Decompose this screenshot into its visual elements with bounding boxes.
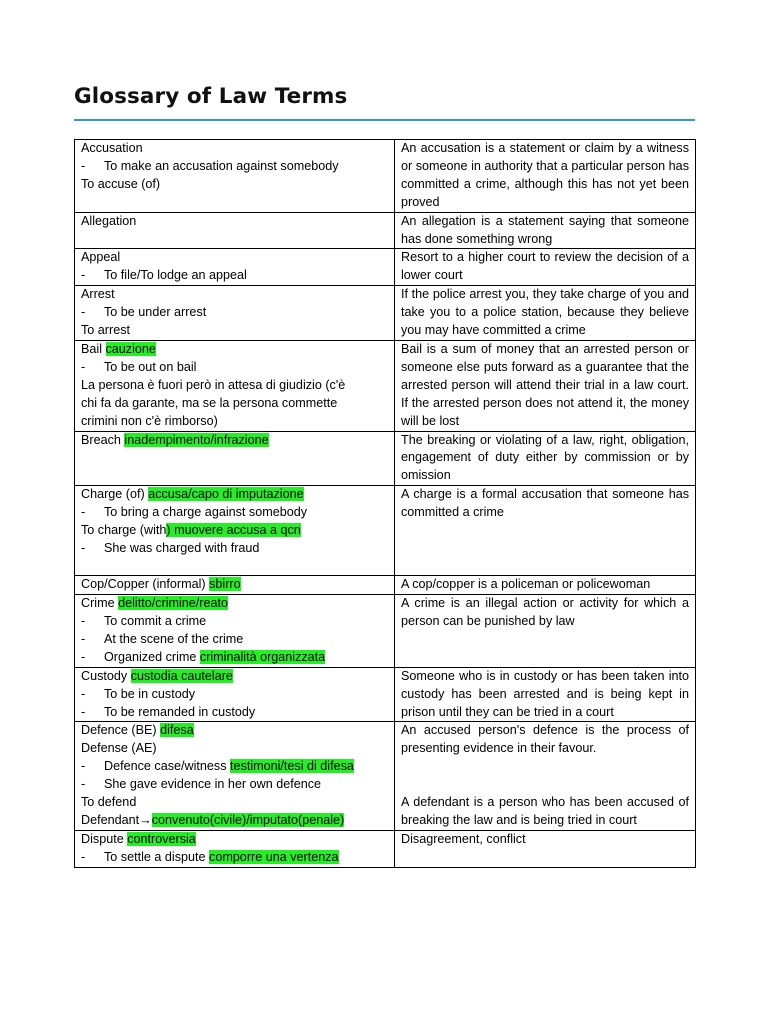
term-label [81, 722, 388, 740]
usage-item: - To make an accusation against somebody [81, 158, 388, 176]
definition-spacer [401, 776, 689, 794]
usage-item: - She gave evidence in her own defence [81, 776, 388, 794]
usage-item: - To be remanded in custody [81, 704, 388, 722]
term-label [81, 486, 388, 504]
translation-highlight: sbirro [209, 577, 241, 592]
table-row [75, 486, 696, 576]
usage-line [81, 522, 388, 540]
usage-line [81, 812, 388, 830]
term-text: Crime [81, 596, 115, 611]
note-line: crimini non c'è rimborso) [81, 413, 218, 428]
usage-item [81, 649, 388, 667]
usage-item: - She was charged with fraud [81, 540, 388, 558]
definition-cell: A charge is a formal accusation that someone has committed a crime [395, 486, 696, 576]
table-row [75, 212, 696, 249]
glossary-table [74, 139, 696, 868]
table-row [75, 595, 696, 668]
term-cell [75, 830, 395, 867]
term-cell [75, 722, 395, 830]
definition-cell: Bail is a sum of money that an arrested person or someone else puts forward as a guarantee that the arrested person will attend their trial in a law court. If the arrested person does not attend it, the money will be lost [395, 340, 696, 431]
usage-text: To charge (with [81, 523, 167, 538]
translation-highlight: controversia [127, 831, 196, 846]
term-cell [75, 431, 395, 486]
usage-item: - To file/To lodge an appeal [81, 267, 388, 285]
usage-line: To arrest [81, 323, 130, 338]
term-label [81, 341, 388, 359]
definition-cell: Disagreement, conflict [395, 830, 696, 867]
term-cell [75, 486, 395, 576]
translation-highlight: delitto/crimine/reato [118, 596, 228, 611]
translation-highlight: criminalità organizzata [199, 649, 326, 664]
table-row [75, 722, 696, 830]
table-row [75, 140, 696, 213]
definition-spacer [401, 758, 689, 776]
table-row [75, 576, 696, 595]
term-text: Dispute [81, 831, 124, 846]
note-line: chi fa da garante, ma se la persona commette [81, 395, 338, 410]
note-line: La persona è fuori però in attesa di giudizio (c'è [81, 377, 346, 392]
usage-item: - At the scene of the crime [81, 631, 388, 649]
definition-cell: Resort to a higher court to review the decision of a lower court [395, 249, 696, 286]
usage-item: - To be out on bail [81, 359, 388, 377]
definition-cell: The breaking or violating of a law, right, obligation, engagement of duty either by commission or by omission [395, 431, 696, 486]
term-label [81, 831, 388, 849]
translation-highlight: ) muovere accusa a qcn [166, 523, 301, 538]
table-row [75, 431, 696, 486]
term-text: Breach [81, 432, 121, 447]
term-label [81, 576, 388, 594]
usage-text: To settle a dispute [104, 849, 206, 864]
table-row [75, 340, 696, 431]
definition-text: A defendant is a person who has been accused of breaking the law and is being tried in court [401, 795, 689, 827]
translation-highlight: comporre una vertenza [209, 849, 339, 864]
arrow-right-icon: → [139, 813, 152, 827]
term-text: Charge (of) [81, 487, 145, 502]
table-row [75, 249, 696, 286]
usage-text: Defendant [81, 813, 140, 827]
translation-highlight: custodia cautelare [130, 668, 233, 683]
usage-line: To defend [81, 795, 137, 810]
table-row [75, 667, 696, 722]
term-cell [75, 595, 395, 668]
usage-item: - To commit a crime [81, 613, 388, 631]
term-label: Accusation [81, 141, 143, 155]
term-cell [75, 140, 395, 213]
definition-text: An accused person's defence is the process of presenting evidence in their favour. [401, 723, 689, 756]
term-cell [75, 249, 395, 286]
usage-text: Defence case/witness [104, 759, 227, 774]
usage-item [81, 758, 388, 776]
translation-highlight: accusa/capo di imputazione [148, 487, 304, 502]
usage-item [81, 849, 388, 867]
definition-cell: An allegation is a statement saying that someone has done something wrong [395, 212, 696, 249]
definition-cell [395, 722, 696, 830]
translation-highlight: convenuto(civile)/imputato(penale) [151, 813, 345, 827]
translation-highlight: inadempimento/infrazione [124, 432, 269, 447]
term-label [81, 432, 388, 450]
table-row [75, 286, 696, 341]
term-text: Cop/Copper (informal) [81, 577, 206, 592]
term-text: Defence (BE) [81, 723, 157, 738]
page-title: Glossary of Law Terms [74, 84, 348, 109]
usage-item: - To be under arrest [81, 304, 388, 322]
title-underline [74, 119, 695, 121]
term-cell [75, 286, 395, 341]
term-label: Allegation [81, 213, 137, 228]
usage-text: Organized crime [104, 649, 197, 664]
definition-cell: A crime is an illegal action or activity for which a person can be punished by law [395, 595, 696, 668]
term-label [81, 668, 388, 686]
term-cell [75, 576, 395, 595]
term-label [81, 595, 388, 613]
usage-item: - To be in custody [81, 686, 388, 704]
definition-cell: A cop/copper is a policeman or policewoman [395, 576, 696, 595]
translation-highlight: difesa [160, 723, 194, 738]
term-text: Custody [81, 668, 128, 683]
usage-line: To accuse (of) [81, 176, 161, 191]
term-label: Appeal [81, 250, 121, 265]
usage-item: - To bring a charge against somebody [81, 504, 388, 522]
term-cell [75, 667, 395, 722]
definition-cell: An accusation is a statement or claim by a witness or someone in authority that a particular person has committed a crime, although this has not yet been proved [395, 140, 696, 213]
translation-highlight: cauzione [105, 341, 156, 356]
definition-cell: If the police arrest you, they take charge of you and take you to a police station, because they believe you may have committed a crime [395, 286, 696, 341]
translation-highlight: testimoni/tesi di difesa [230, 759, 354, 774]
term-cell [75, 340, 395, 431]
definition-cell: Someone who is in custody or has been taken into custody has been arrested and is being kept in prison until they can be tried in a court [395, 667, 696, 722]
term-label: Arrest [81, 287, 115, 302]
usage-line: Defense (AE) [81, 741, 157, 756]
term-text: Bail [81, 341, 102, 356]
table-row [75, 830, 696, 867]
term-cell [75, 212, 395, 249]
